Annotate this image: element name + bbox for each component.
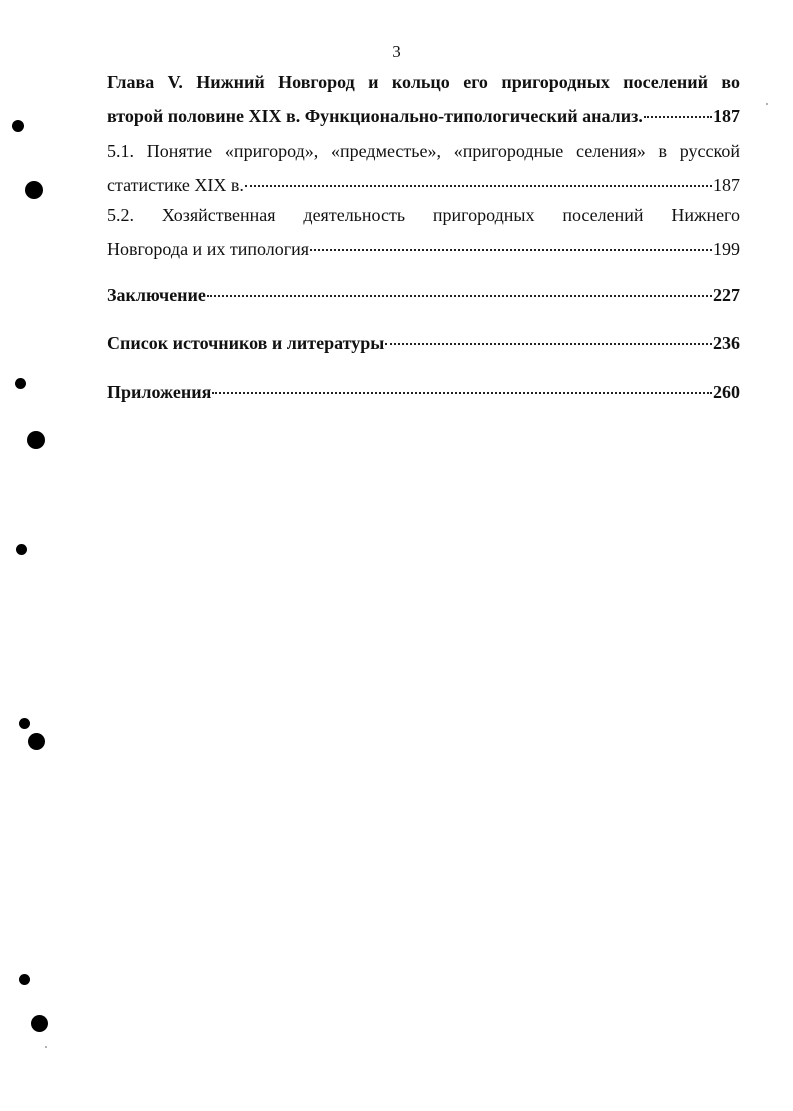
toc-chapter-5-title-end: второй половине XIX в. Функционально-типологический анализ. [107, 106, 643, 126]
punch-hole-mark [27, 431, 45, 449]
dot-leader [644, 116, 712, 118]
toc-conclusion-title: Заключение [107, 285, 206, 305]
punch-hole-mark [12, 120, 24, 132]
dot-leader [245, 185, 712, 187]
punch-hole-mark [31, 1015, 48, 1032]
toc-section-5-2-line2 [107, 232, 740, 266]
toc-sources[interactable] [107, 326, 740, 360]
punch-hole-mark [19, 718, 30, 729]
punch-hole-mark [28, 733, 45, 750]
dot-leader [207, 295, 712, 297]
toc-section-5-1-title-end: статистике XIX в. [107, 175, 244, 195]
toc-section-5-1-page: 187 [713, 175, 740, 195]
toc-section-5-1[interactable] [107, 134, 740, 202]
toc-appendices[interactable] [107, 375, 740, 409]
toc-section-5-1-line1: 5.1. Понятие «пригород», «предместье», «пригородные селения» в русской [107, 141, 740, 161]
toc-section-5-2-line1: 5.2. Хозяйственная деятельность пригородных поселений Нижнего [107, 205, 740, 225]
toc-appendices-title: Приложения [107, 382, 212, 402]
punch-hole-mark [16, 544, 27, 555]
toc-sources-page: 236 [713, 333, 740, 353]
toc-conclusion-page: 227 [713, 285, 740, 305]
punch-hole-mark [15, 378, 26, 389]
punch-hole-mark [19, 974, 30, 985]
dot-leader [385, 343, 712, 345]
toc-section-5-2-title-end: Новгорода и их типология [107, 239, 309, 259]
toc-chapter-5[interactable] [107, 65, 740, 133]
toc-appendices-page: 260 [713, 382, 740, 402]
dot-leader [310, 249, 712, 251]
dot-leader [212, 392, 712, 394]
toc-chapter-5-line1: Глава V. Нижний Новгород и кольцо его пригородных поселений во [107, 72, 740, 92]
toc-chapter-5-line2 [107, 99, 740, 133]
scan-speck [766, 103, 768, 105]
page-number: 3 [392, 42, 401, 61]
toc-chapter-5-page: 187 [713, 106, 740, 126]
toc-sources-title: Список источников и литературы [107, 333, 385, 353]
toc-section-5-2-page: 199 [713, 239, 740, 259]
punch-hole-mark [25, 181, 43, 199]
scan-speck [45, 1046, 47, 1048]
toc-section-5-1-line2 [107, 168, 740, 202]
toc-section-5-2[interactable] [107, 198, 740, 266]
toc-conclusion[interactable] [107, 278, 740, 312]
